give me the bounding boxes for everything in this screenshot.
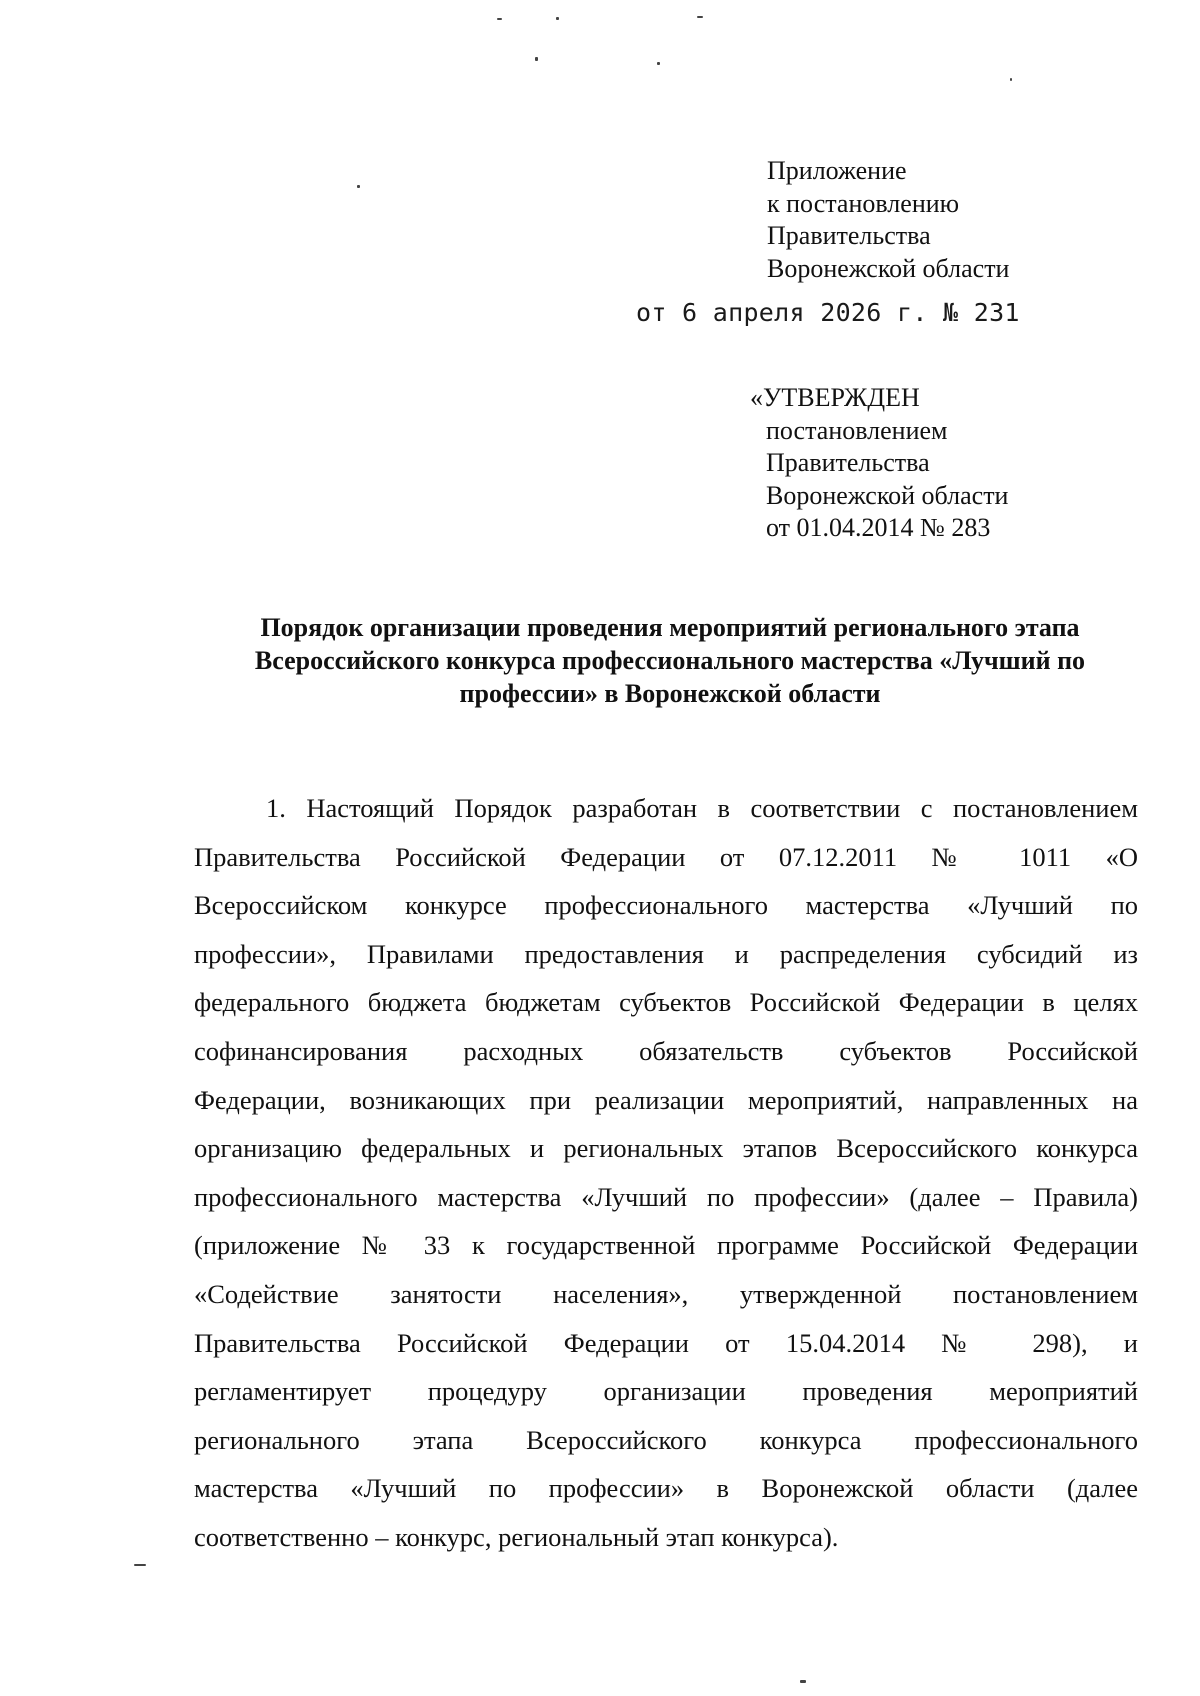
paragraph-line: Правительства Российской Федерации от 15.04.2014 № 298), и [194, 1327, 1138, 1358]
paragraph-line: 1. Настоящий Порядок разработан в соответствии с постановлением [266, 793, 1138, 823]
paragraph-1 [194, 784, 1138, 1562]
annex-line: Правительства [767, 221, 931, 250]
scan-speck [1010, 78, 1012, 81]
decree-date-number: от 6 апреля 2026 г. № 231 [636, 298, 1020, 327]
annex-line: Приложение [767, 156, 907, 185]
annex-line: к постановлению [767, 188, 960, 218]
paragraph-line: Федерации, возникающих при реализации мероприятий, направленных на [194, 1084, 1138, 1115]
paragraph-line: организацию федеральных и региональных этапов Всероссийского конкурса [194, 1133, 1138, 1164]
paragraph-line: софинансирования расходных обязательств субъектов Российской [194, 1035, 1138, 1066]
paragraph-line: соответственно – конкурс, региональный этап конкурса). [194, 1521, 839, 1552]
paragraph-line: (приложение № 33 к государственной программе Российской Федерации [194, 1230, 1138, 1261]
approved-line: Правительства [766, 448, 930, 477]
scan-speck [497, 18, 502, 20]
paragraph-line: Всероссийском конкурсе профессионального мастерства «Лучший по [194, 890, 1138, 921]
approved-line: «УТВЕРЖДЕН [750, 383, 920, 412]
approved-line: постановлением [766, 415, 948, 445]
scan-speck [134, 1564, 146, 1566]
approved-block [750, 382, 1008, 545]
paragraph-line: мастерства «Лучший по профессии» в Воронежской области (далее [194, 1473, 1138, 1504]
approved-line: от 01.04.2014 № 283 [766, 513, 991, 542]
scan-speck [357, 185, 360, 188]
scan-speck [535, 57, 538, 61]
scan-speck [800, 1680, 806, 1683]
paragraph-line: профессионального мастерства «Лучший по профессии» (далее – Правила) [194, 1181, 1138, 1212]
paragraph-line: «Содействие занятости населения», утвержденной постановлением [194, 1278, 1138, 1309]
title-line: профессии» в Воронежской области [459, 679, 881, 708]
scan-speck [556, 17, 559, 20]
paragraph-line: Правительства Российской Федерации от 07.12.2011 № 1011 «О [194, 841, 1138, 872]
title-line: Порядок организации проведения мероприятий регионального этапа [260, 613, 1080, 642]
paragraph-line: регламентирует процедуру организации проведения мероприятий [194, 1376, 1138, 1407]
annex-line: Воронежской области [767, 253, 1010, 283]
paragraph-line: регионального этапа Всероссийского конкурса профессионального [194, 1424, 1138, 1455]
approved-line: Воронежской области [766, 480, 1009, 510]
paragraph-line: федерального бюджета бюджетам субъектов Российской Федерации в целях [194, 987, 1138, 1018]
document-title [190, 611, 1150, 710]
title-line: Всероссийского конкурса профессионального мастерства «Лучший по [254, 646, 1086, 675]
scan-speck [697, 16, 703, 18]
annex-header [767, 155, 1009, 285]
paragraph-line: профессии», Правилами предоставления и распределения субсидий из [194, 938, 1138, 969]
scan-speck [657, 62, 660, 65]
